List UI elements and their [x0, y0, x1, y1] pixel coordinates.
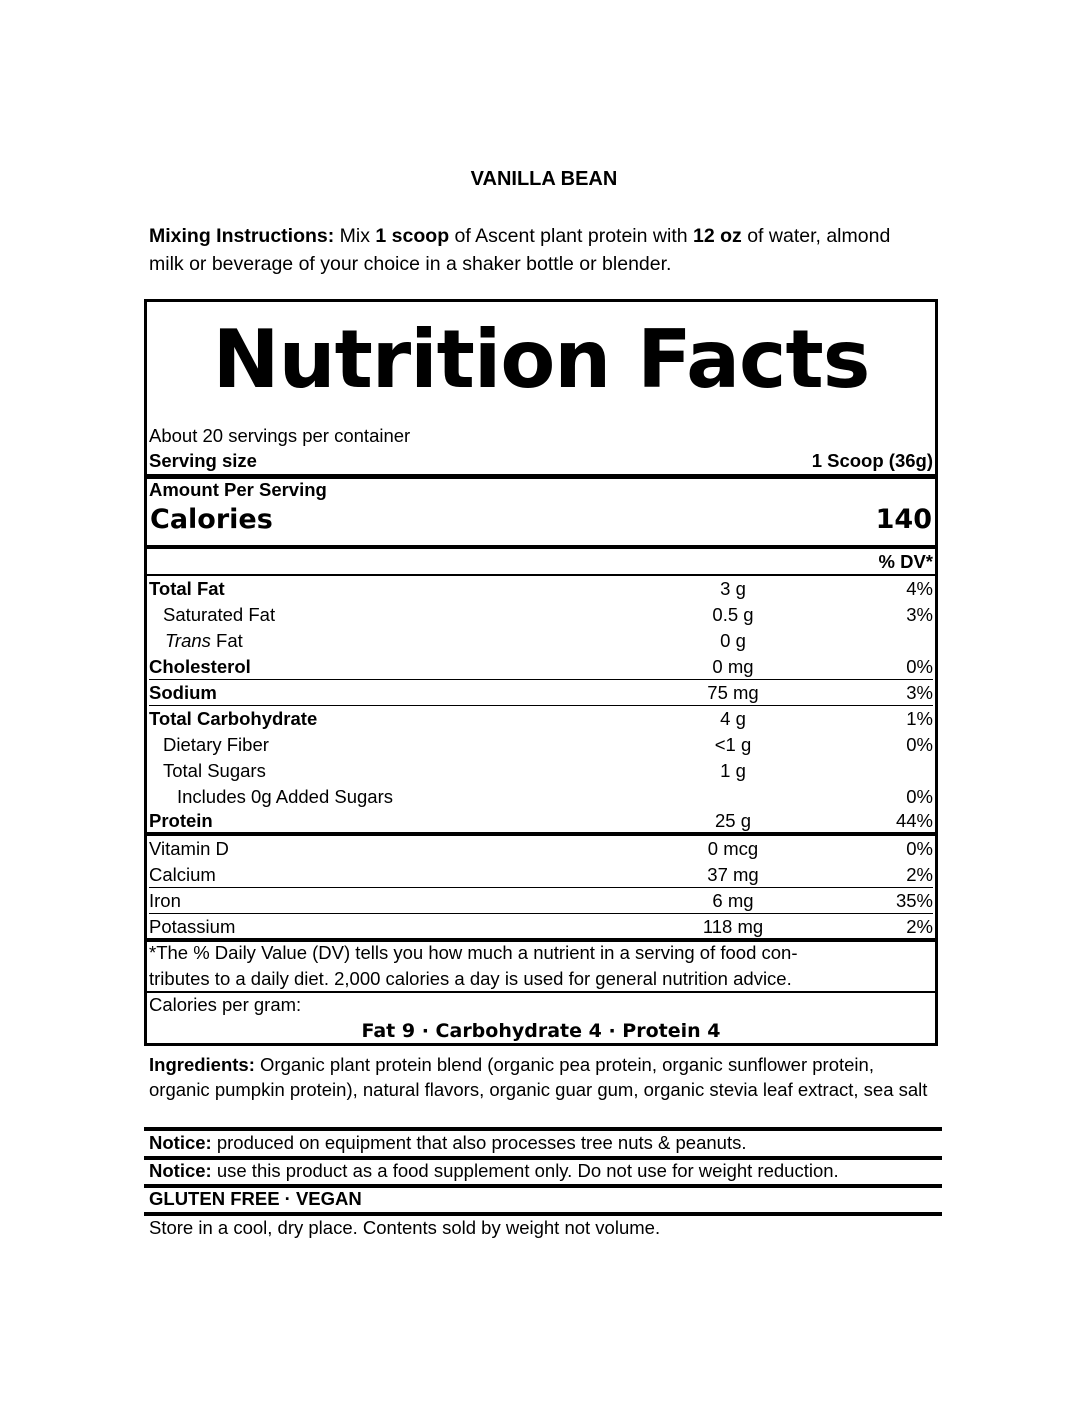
ingredients: [149, 1052, 934, 1102]
serving-size-label: Serving size: [149, 450, 257, 471]
nutrient-name: Calcium: [149, 864, 216, 885]
calories-divider: [147, 545, 935, 549]
storage-divider: [144, 1212, 942, 1216]
nutrient-row-calcium: [149, 862, 933, 888]
dv-footnote-line-1: *The % Daily Value (DV) tells you how much a nutrient in a serving of food con-: [149, 942, 798, 963]
notice-text: use this product as a food supplement only. Do not use for weight reduction.: [211, 1160, 839, 1181]
notice-text: produced on equipment that also processes tree nuts & peanuts.: [211, 1132, 747, 1153]
product-title: VANILLA BEAN: [470, 168, 618, 190]
nutrient-dv: 35%: [895, 890, 933, 911]
nutrient-name: Total Sugars: [163, 760, 266, 781]
mixing-text-3: of water, almond milk or beverage of your choice in a shaker bottle or blender.: [149, 225, 891, 275]
nutrient-dv: 4%: [906, 578, 933, 599]
notice-label: Notice:: [149, 1132, 212, 1153]
mixing-instructions: [149, 222, 929, 278]
nutrient-amount: 25 g: [714, 810, 751, 831]
nutrient-amount: 0 mcg: [707, 838, 759, 859]
mixing-label: Mixing Instructions:: [149, 225, 335, 247]
nutrient-row-vitamin-d: [149, 836, 933, 862]
mixing-text-1: Mix: [334, 225, 376, 247]
nutrient-amount: 0.5 g: [712, 604, 754, 625]
nutrient-name: Protein: [149, 810, 213, 831]
ingredients-label: Ingredients:: [149, 1054, 255, 1075]
nutrient-name: Potassium: [149, 916, 236, 937]
notice-label: Notice:: [149, 1160, 212, 1181]
nutrient-amount: 4 g: [720, 708, 746, 729]
mixing-ounces: 12 oz: [693, 225, 742, 247]
nutrient-amount: 1 g: [720, 760, 746, 781]
nutrient-name: Total Carbohydrate: [149, 708, 318, 729]
dv-header: % DV*: [878, 551, 933, 572]
nutrient-row-potassium: [149, 914, 933, 940]
nutrient-dv: 0%: [906, 838, 933, 859]
mixing-text-2: of Ascent plant protein with: [449, 225, 694, 247]
nutrient-dv: 0%: [906, 656, 933, 677]
nutrient-name: Includes 0g Added Sugars: [177, 786, 393, 807]
nutrient-dv: 1%: [906, 708, 933, 729]
calories-value: 140: [875, 504, 932, 535]
nutrient-name: Vitamin D: [149, 838, 229, 859]
storage-instructions: Store in a cool, dry place. Contents sold by weight not volume.: [149, 1217, 661, 1238]
nutrient-row-trans-fat: [149, 628, 933, 654]
nutrient-amount: 37 mg: [707, 864, 759, 885]
serving-size-value: 1 Scoop (36g): [811, 450, 933, 471]
nutrient-name: Sodium: [149, 682, 217, 703]
mixing-scoop: 1 scoop: [375, 225, 450, 247]
nutrient-name: Total Fat: [149, 578, 225, 599]
nutrient-dv: 3%: [906, 682, 933, 703]
cal-per-gram-values: Fat 9 · Carbohydrate 4 · Protein 4: [361, 1020, 721, 1042]
notice-allergen: [149, 1132, 747, 1154]
nutrient-row-dietary-fiber: [149, 732, 933, 758]
trans-italic: Trans: [165, 630, 211, 651]
trans-rest: Fat: [210, 630, 243, 651]
nutrient-dv: 2%: [906, 864, 933, 885]
nutrient-amount: 6 mg: [712, 890, 754, 911]
nutrient-amount: 75 mg: [707, 682, 759, 703]
dietary-claims: GLUTEN FREE · VEGAN: [149, 1188, 362, 1209]
dv-footnote-line-2: tributes to a daily diet. 2,000 calories a day is used for general nutrition advice.: [149, 968, 792, 989]
nutrient-row-sodium: [149, 680, 933, 706]
nutrient-row-cholesterol: [149, 654, 933, 680]
nutrient-amount: 0 g: [720, 630, 746, 651]
nutrient-row-added-sugars: [149, 784, 933, 810]
cal-per-gram-divider: [147, 991, 935, 993]
nutrient-row-saturated-fat: [149, 602, 933, 628]
nutrient-row-total-carbohydrate: [149, 706, 933, 732]
nutrition-facts-panel: [144, 299, 938, 1046]
nutrient-amount: 3 g: [720, 578, 746, 599]
nutrient-amount: 0 mg: [712, 656, 754, 677]
nutrient-row-iron: [149, 888, 933, 914]
calories-label: Calories: [150, 504, 273, 535]
cal-per-gram-label: Calories per gram:: [149, 994, 302, 1015]
nutrient-name: Iron: [149, 890, 181, 911]
nutrient-row-total-sugars: [149, 758, 933, 784]
nutrient-row-protein: [149, 808, 933, 834]
nutrient-name: Saturated Fat: [163, 604, 276, 625]
notice-supplement: [149, 1160, 839, 1182]
nutrient-name: Cholesterol: [149, 656, 251, 677]
servings-per-container: About 20 servings per container: [149, 425, 411, 446]
nutrient-amount: <1 g: [714, 734, 752, 755]
nutrient-dv: 44%: [895, 810, 933, 831]
nutrient-dv: 0%: [906, 734, 933, 755]
nutrient-dv: 0%: [906, 786, 933, 807]
ingredients-text: Organic plant protein blend (organic pea protein, organic sunflower protein, organic pumpkin protein), natural flavors, organic guar gum, organic stevia leaf extract, sea salt: [149, 1054, 928, 1100]
nutrient-row-total-fat: [149, 576, 933, 602]
nutrient-name: Dietary Fiber: [163, 734, 269, 755]
nutrient-amount: 118 mg: [702, 916, 764, 937]
nutrient-name: [165, 630, 243, 652]
nutrient-dv: 2%: [906, 916, 933, 937]
nutrition-facts-header: Nutrition Facts: [212, 313, 870, 406]
notice-divider-1: [144, 1127, 942, 1131]
amount-per-serving: Amount Per Serving: [149, 479, 327, 500]
nutrient-dv: 3%: [906, 604, 933, 625]
